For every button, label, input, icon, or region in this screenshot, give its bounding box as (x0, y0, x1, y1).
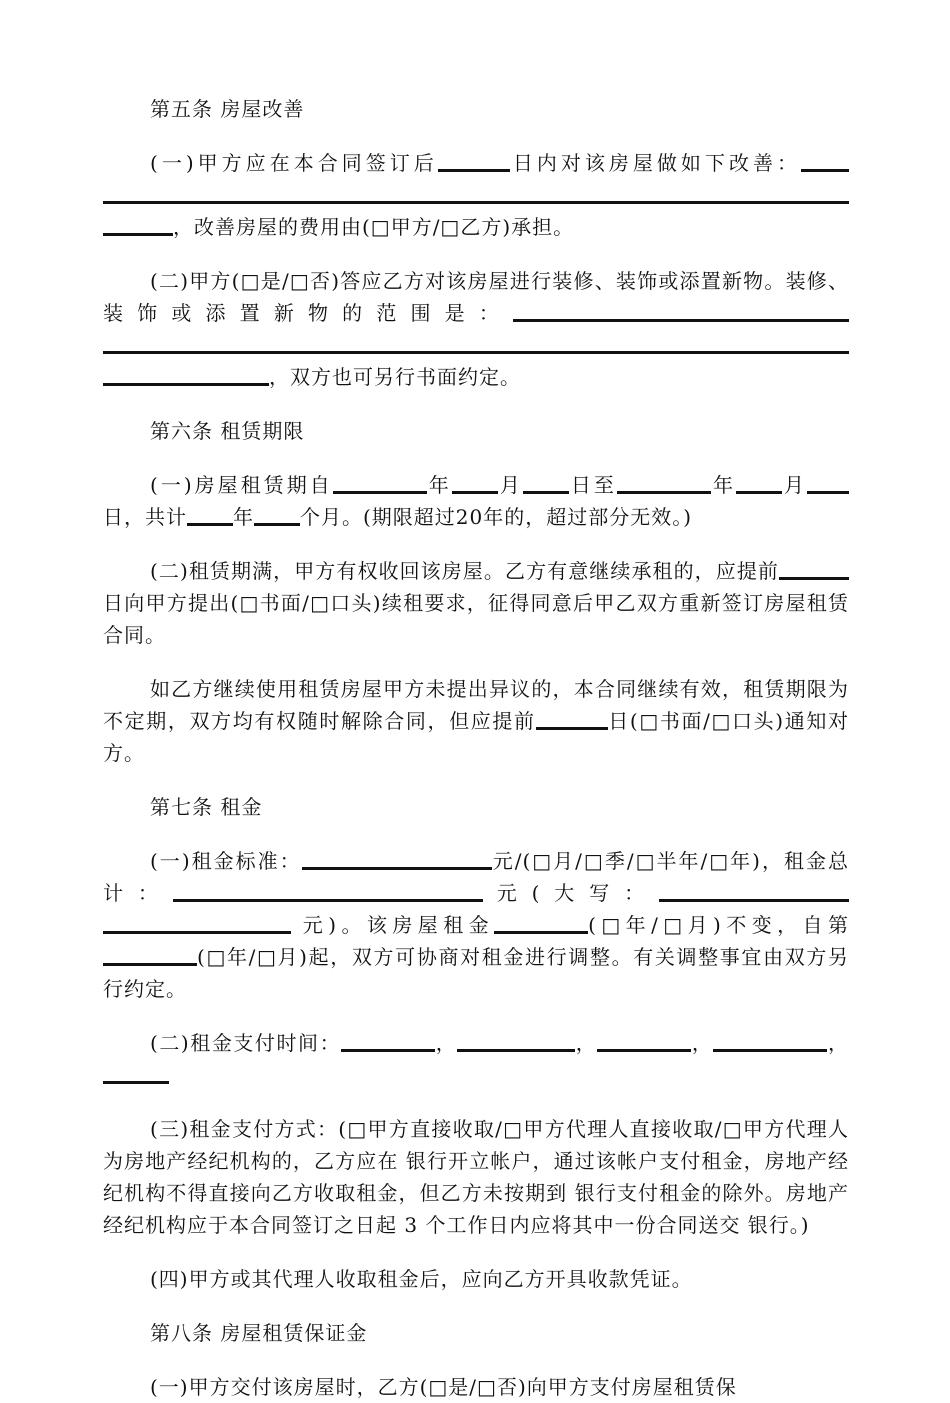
fill-blank (829, 471, 849, 494)
fill-blank (103, 911, 291, 934)
article-6-clause-3: 如乙方继续使用租赁房屋甲方未提出异议的，本合同继续有效，租赁期限为不定期，双方均有权随时解除合同，但应提前 日(□书面/□口头)通知对方。 (103, 677, 850, 765)
fill-blank (103, 331, 849, 354)
fill-blank (187, 503, 233, 526)
fill-blank (659, 879, 849, 902)
article-7-heading: 第七条 租金 (150, 795, 263, 819)
fill-blank (452, 471, 498, 494)
fill-blank (523, 471, 569, 494)
article-7-clause-2: (二)租金支付时间： ， ， ， ， (103, 1027, 849, 1091)
fill-blank (438, 149, 510, 172)
fill-blank (103, 943, 197, 966)
fill-blank (779, 557, 849, 580)
fill-blank (457, 1029, 575, 1052)
fill-blank (713, 1029, 807, 1052)
fill-blank (807, 1029, 827, 1052)
fill-blank (302, 847, 492, 870)
article-6-heading: 第六条 租赁期限 (150, 419, 305, 443)
fill-blank (103, 363, 269, 386)
fill-blank (341, 1029, 435, 1052)
article-8-clause-1: (一)甲方交付该房屋时，乙方(□是/□否)向甲方支付房屋租赁保 (150, 1375, 737, 1399)
fill-blank (103, 181, 849, 204)
fill-blank (617, 471, 711, 494)
article-5-clause-1: (一)甲方应在本合同签订后 日内对该房屋做如下改善：，改善房屋的费用由(□甲方/□乙方)承担。 (103, 147, 849, 243)
fill-blank (103, 213, 173, 236)
article-7-clause-3: (三)租金支付方式：(□甲方直接收取/□甲方代理人直接收取/□甲方代理人为房地产经纪机构的，乙方应在 银行开立帐户，通过该帐户支付租金，房地产经纪机构不得直接向乙方收取租金，但乙方未按期到 银行支付租金的除外。房地产经纪机构应于本合同签订之日起 3 个工作日内应将其中一份合同送交 银行。) (103, 1117, 849, 1237)
fill-blank (807, 471, 829, 494)
article-8-heading: 第八条 房屋租赁保证金 (150, 1321, 368, 1345)
contract-page (103, 93, 849, 1403)
fill-blank (173, 879, 483, 902)
article-6-clause-2: (二)租赁期满，甲方有权收回该房屋。乙方有意继续承租的，应提前日向甲方提出(□书面/□口头)续租要求，征得同意后甲乙双方重新签订房屋租赁合同。 (103, 559, 849, 647)
fill-blank (536, 707, 608, 730)
fill-blank (597, 1029, 691, 1052)
article-7-clause-1: (一)租金标准： 元/(□月/□季/□半年/□年)，租金总计： 元(大写： 元)。该房屋租金 (□年/□月)不变，自第(□年/□月)起，双方可协商对租金进行调整。有关调整事宜由双方另行约定。 (103, 849, 849, 1001)
fill-blank (254, 503, 300, 526)
fill-blank (103, 1061, 169, 1084)
article-7-clause-4: (四)甲方或其代理人收取租金后，应向乙方开具收款凭证。 (150, 1267, 693, 1291)
fill-blank (513, 299, 849, 322)
fill-blank (736, 471, 782, 494)
fill-blank (801, 149, 849, 172)
article-6-clause-1: (一)房屋租赁期自 年 月 日至 年 月日，共计 年 个月。(期限超过20年的，超过部分无效。) (103, 469, 849, 533)
article-5-heading: 第五条 房屋改善 (150, 97, 305, 121)
article-5-clause-2: (二)甲方(□是/□否)答应乙方对该房屋进行装修、装饰或添置新物。装修、装饰或添置新物的范围是：，双方也可另行书面约定。 (103, 269, 849, 389)
fill-blank (333, 471, 427, 494)
fill-blank (494, 911, 588, 934)
